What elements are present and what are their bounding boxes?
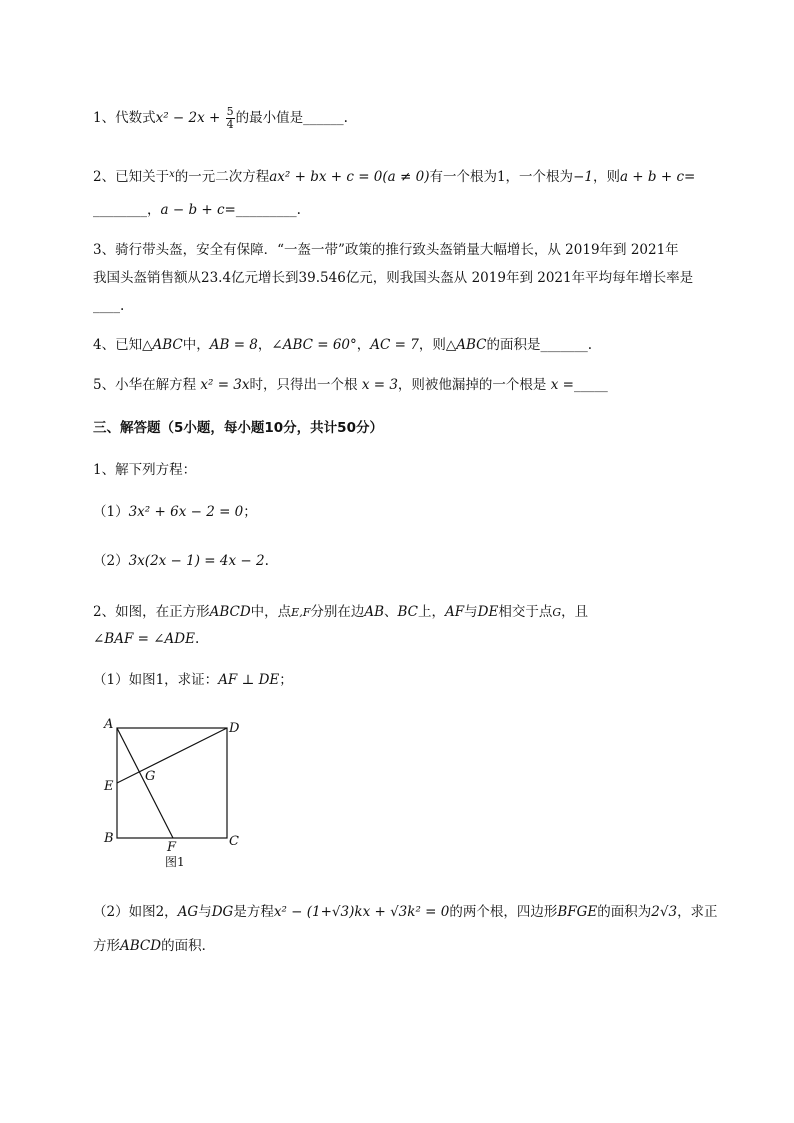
label-d: D xyxy=(229,721,240,736)
p2-angle-equation: ∠BAF = ∠ADE xyxy=(93,631,195,647)
p2-side-bc: BC xyxy=(397,604,419,620)
question-3-line-3: ____. xyxy=(93,298,125,314)
q1-frac-num: 5 xyxy=(226,105,234,118)
p2-sub2-text-c: 是方程 xyxy=(233,904,274,920)
problem-2-line-2 xyxy=(93,629,199,649)
q4-t1: 中， xyxy=(182,337,210,353)
q1-suffix: 的最小值是______. xyxy=(235,110,348,126)
q5-prefix: 5、小华在解方程 xyxy=(93,377,201,393)
q5-answer-var: x = xyxy=(550,377,574,393)
p2-sub2-quad: BFGE xyxy=(557,904,598,920)
p2-af: AF xyxy=(445,604,465,620)
q4-t3: ， xyxy=(356,337,371,353)
question-2-line-2 xyxy=(93,200,301,220)
p2-square: ABCD xyxy=(209,604,251,620)
section-3-title: 三、解答题（5小题，每小题10分，共计50分） xyxy=(93,420,383,436)
q1-frac-den: 4 xyxy=(226,118,234,131)
p2-sub2-line2-a: 方形 xyxy=(93,938,120,954)
figure-1 xyxy=(95,712,255,877)
p2-t-d: 、 xyxy=(384,604,398,620)
q5-root: x = 3 xyxy=(361,377,398,393)
p2-sub2-text-b: 与 xyxy=(198,904,212,920)
q2-diff-expr: a − b + c= xyxy=(160,202,236,218)
q4-suffix: 的面积是_______. xyxy=(486,337,593,353)
q5-equation: x² = 3x xyxy=(200,377,250,393)
problem-2-sub-2-line-2 xyxy=(93,936,215,956)
q4-t2: ， xyxy=(257,337,272,353)
p2-t-e: 上， xyxy=(418,604,446,620)
p2-de: DE xyxy=(477,604,499,620)
p2-line2-end: . xyxy=(194,631,200,647)
q4-ac: AC = 7 xyxy=(370,337,419,353)
q5-blank: _____ xyxy=(573,377,608,393)
question-3-line-1: 3、骑行带头盔，安全有保障．“一盔一带”政策的推行致头盔销量大幅增长，从 2019年到 2021年 xyxy=(93,242,679,258)
q1-prefix: 1、代数式 xyxy=(93,110,156,126)
p2-sub2-line2-b: 的面积． xyxy=(161,938,216,954)
q4-ab: AB = 8 xyxy=(209,337,258,353)
q2-text-b: 的一元二次方程 xyxy=(174,169,270,185)
q1-expression: x² − 2x + xyxy=(155,110,225,126)
p2-sub2-ag: AG xyxy=(177,904,199,920)
question-5 xyxy=(93,375,608,395)
p2-sub2-area: 2√3 xyxy=(651,904,678,920)
p2-sub2-text-e: 的面积为 xyxy=(597,904,652,920)
p2-point-g: G xyxy=(552,606,562,619)
question-3-line-2: 我国头盔销售额从23.4亿元增长到39.546亿元，则我国头盔从 2019年到 2021年平均每年增长率是 xyxy=(93,270,694,286)
label-f: F xyxy=(167,840,177,855)
figure-caption: 图1 xyxy=(165,855,185,869)
p2-sub2-dg: DG xyxy=(211,904,234,920)
p2-t-a: 2、如图，在正方形 xyxy=(93,604,210,620)
q4-prefix: 4、已知 xyxy=(93,337,143,353)
p1-sub2-end: . xyxy=(264,553,269,569)
p2-sub2-equation: x² − (1+√3)kx + √3k² = 0 xyxy=(273,904,450,920)
label-a: A xyxy=(104,717,114,732)
q1-fraction xyxy=(226,106,235,131)
q2-blank-1: ________， xyxy=(93,202,161,218)
p2-t-g: 相交于点 xyxy=(498,604,553,620)
p2-t-f: 与 xyxy=(464,604,478,620)
p2-side-ab: AB xyxy=(364,604,385,620)
q2-equation: ax² + bx + c = 0(a ≠ 0) xyxy=(269,169,430,185)
q2-text-d: ，则 xyxy=(592,169,620,185)
p2-sub2-text-f: ，求正 xyxy=(677,904,718,920)
p2-t-h: ，且 xyxy=(561,604,589,620)
segment-de xyxy=(117,728,227,783)
q2-text-a: 2、已知关于 xyxy=(93,169,170,185)
p1-sub1-end: ； xyxy=(243,504,257,520)
p2-sub1-end: ； xyxy=(279,672,293,688)
problem-1-sub-2 xyxy=(93,551,269,571)
p1-sub1-equation: 3x² + 6x − 2 = 0 xyxy=(128,504,244,520)
problem-1-sub-1 xyxy=(93,502,257,522)
p2-sub1-expr: AF ⊥ DE xyxy=(218,672,280,688)
p2-sub2-text-a: （2）如图2， xyxy=(93,904,178,920)
label-g: G xyxy=(145,769,156,784)
label-e: E xyxy=(104,779,114,794)
p2-t-c: 分别在边 xyxy=(310,604,365,620)
p2-sub2-text-d: 的两个根，四边形 xyxy=(449,904,558,920)
problem-2-sub-1 xyxy=(93,670,293,690)
question-2-line-1 xyxy=(93,165,695,187)
q5-t2: ，则被他漏掉的一个根是 xyxy=(397,377,551,393)
question-4 xyxy=(93,335,592,355)
q2-sum-expr: a + b + c= xyxy=(619,169,696,185)
p2-sub2-square: ABCD xyxy=(120,938,162,954)
p1-sub1-label: （1） xyxy=(93,504,129,520)
problem-2-line-1 xyxy=(93,602,588,623)
q2-blank-2: _________. xyxy=(235,202,301,218)
q4-angle: ∠ABC = 60° xyxy=(271,337,357,353)
p1-sub2-equation: 3x(2x − 1) = 4x − 2 xyxy=(128,553,265,569)
q5-t1: 时，只得出一个根 xyxy=(249,377,362,393)
label-b: B xyxy=(104,831,114,846)
p1-sub2-label: （2） xyxy=(93,553,129,569)
q4-t4: ，则 xyxy=(418,337,446,353)
problem-2-sub-2-line-1 xyxy=(93,902,718,922)
q2-var-x: x xyxy=(169,169,175,180)
label-c: C xyxy=(229,834,239,849)
q2-text-c: 有一个根为1，一个根为 xyxy=(429,169,574,185)
q4-triangle-2: △ABC xyxy=(445,337,487,353)
question-1 xyxy=(93,106,348,131)
p2-t-b: 中，点 xyxy=(250,604,292,620)
p2-sub1-text: （1）如图1，求证： xyxy=(93,672,219,688)
q2-neg-one: −1 xyxy=(573,169,593,185)
problem-1-title: 1、解下列方程： xyxy=(93,462,197,478)
p2-points-ef: E,F xyxy=(291,606,311,619)
square-abcd xyxy=(117,728,227,838)
q4-triangle: △ABC xyxy=(142,337,183,353)
